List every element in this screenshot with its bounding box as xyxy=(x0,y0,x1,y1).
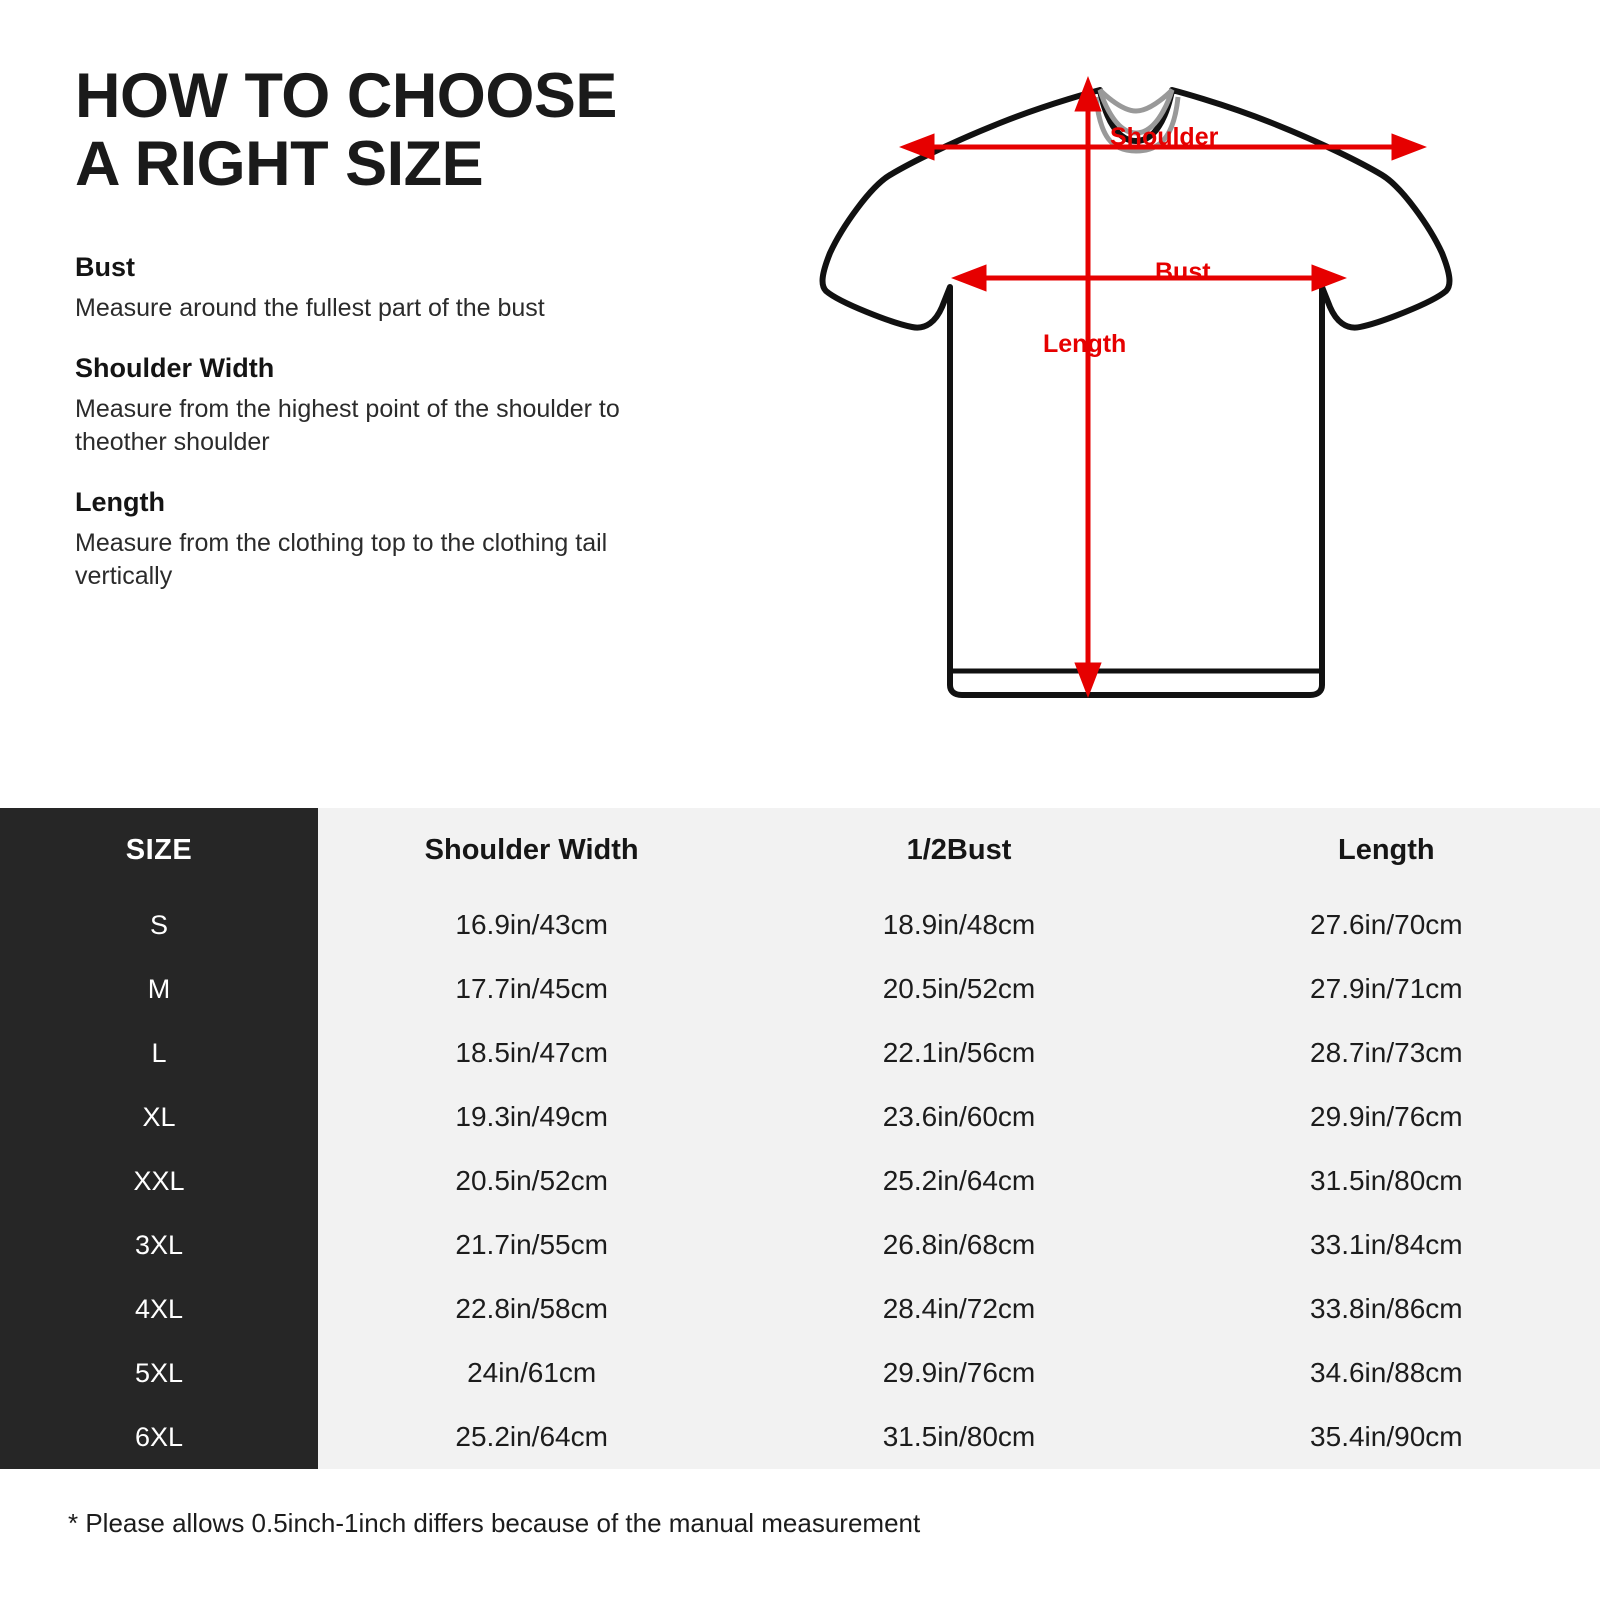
cell-length: 35.4in/90cm xyxy=(1173,1405,1600,1469)
table-row xyxy=(0,1021,1600,1085)
page-title xyxy=(75,62,775,198)
definition-bust xyxy=(75,252,775,325)
cell-size: L xyxy=(0,1021,318,1085)
definition-term: Bust xyxy=(75,252,135,283)
table-row xyxy=(0,1149,1600,1213)
cell-half-bust: 20.5in/52cm xyxy=(745,957,1172,1021)
cell-shoulder-width: 25.2in/64cm xyxy=(318,1405,745,1469)
cell-shoulder-width: 19.3in/49cm xyxy=(318,1085,745,1149)
table-row xyxy=(0,1341,1600,1405)
cell-size: 6XL xyxy=(0,1405,318,1469)
cell-shoulder-width: 18.5in/47cm xyxy=(318,1021,745,1085)
cell-length: 29.9in/76cm xyxy=(1173,1085,1600,1149)
cell-length: 28.7in/73cm xyxy=(1173,1021,1600,1085)
cell-size: S xyxy=(0,893,318,957)
cell-shoulder-width: 17.7in/45cm xyxy=(318,957,745,1021)
column-header-shoulder-width: Shoulder Width xyxy=(318,808,745,893)
definition-shoulder-width xyxy=(75,353,775,459)
cell-half-bust: 25.2in/64cm xyxy=(745,1149,1172,1213)
definition-term: Length xyxy=(75,487,165,518)
table-row xyxy=(0,957,1600,1021)
page-title-line-2: A RIGHT SIZE xyxy=(75,129,484,200)
bust-measure-label: Bust xyxy=(1155,258,1211,286)
cell-half-bust: 26.8in/68cm xyxy=(745,1213,1172,1277)
cell-half-bust: 28.4in/72cm xyxy=(745,1277,1172,1341)
table-row xyxy=(0,893,1600,957)
cell-shoulder-width: 21.7in/55cm xyxy=(318,1213,745,1277)
definition-description: Measure around the fullest part of the bust xyxy=(75,294,545,323)
page-title-line-1: HOW TO CHOOSE xyxy=(75,61,617,131)
table-header-row xyxy=(0,808,1600,893)
cell-size: 4XL xyxy=(0,1277,318,1341)
table-row xyxy=(0,1085,1600,1149)
cell-shoulder-width: 22.8in/58cm xyxy=(318,1277,745,1341)
definition-list xyxy=(75,252,775,593)
table-row xyxy=(0,1277,1600,1341)
cell-length: 33.8in/86cm xyxy=(1173,1277,1600,1341)
size-chart-table-wrapper xyxy=(0,808,1600,1469)
cell-half-bust: 22.1in/56cm xyxy=(745,1021,1172,1085)
length-measure-label: Length xyxy=(1043,330,1127,358)
cell-shoulder-width: 20.5in/52cm xyxy=(318,1149,745,1213)
cell-size: 5XL xyxy=(0,1341,318,1405)
cell-half-bust: 31.5in/80cm xyxy=(745,1405,1172,1469)
cell-size: 3XL xyxy=(0,1213,318,1277)
definition-description: Measure from the clothing top to the clothing tail vertically xyxy=(75,529,608,591)
cell-shoulder-width: 16.9in/43cm xyxy=(318,893,745,957)
cell-size: XXL xyxy=(0,1149,318,1213)
shoulder-measure-label: Shoulder xyxy=(1110,123,1219,151)
definition-term: Shoulder Width xyxy=(75,353,275,384)
table-row xyxy=(0,1405,1600,1469)
cell-length: 33.1in/84cm xyxy=(1173,1213,1600,1277)
cell-length: 27.9in/71cm xyxy=(1173,957,1600,1021)
cell-shoulder-width: 24in/61cm xyxy=(318,1341,745,1405)
column-header-half-bust: 1/2Bust xyxy=(745,808,1172,893)
size-chart-table xyxy=(0,808,1600,1469)
measurement-footnote: * Please allows 0.5inch-1inch differs because of the manual measurement xyxy=(68,1508,921,1538)
cell-size: XL xyxy=(0,1085,318,1149)
cell-half-bust: 18.9in/48cm xyxy=(745,893,1172,957)
column-header-length: Length xyxy=(1173,808,1600,893)
measurement-info-panel xyxy=(75,62,775,621)
definition-description: Measure from the highest point of the shoulder to theother shoulder xyxy=(75,395,620,457)
tshirt-diagram xyxy=(800,45,1520,735)
cell-half-bust: 29.9in/76cm xyxy=(745,1341,1172,1405)
cell-length: 27.6in/70cm xyxy=(1173,893,1600,957)
definition-length xyxy=(75,487,775,593)
cell-half-bust: 23.6in/60cm xyxy=(745,1085,1172,1149)
cell-length: 31.5in/80cm xyxy=(1173,1149,1600,1213)
cell-size: M xyxy=(0,957,318,1021)
cell-length: 34.6in/88cm xyxy=(1173,1341,1600,1405)
column-header-size: SIZE xyxy=(0,808,318,893)
table-row xyxy=(0,1213,1600,1277)
